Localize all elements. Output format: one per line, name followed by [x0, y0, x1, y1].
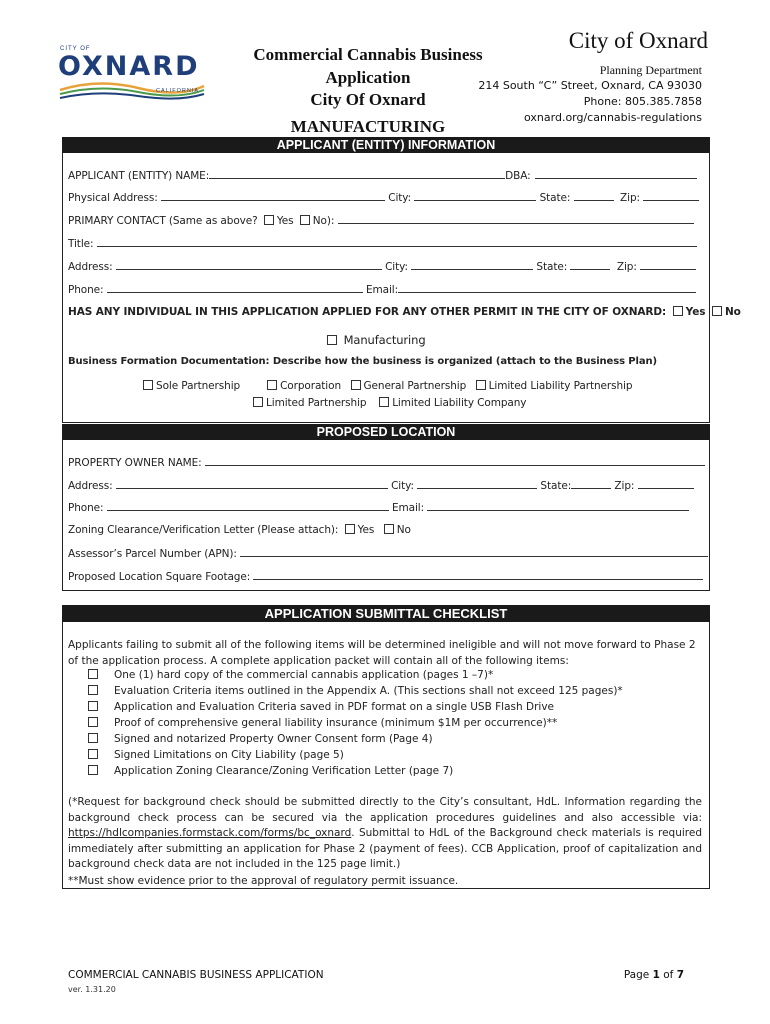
checklist-intro: Applicants failing to submit all of the following items will be determined ineligible and will not move forward to Phase 2 of the application process. A complete application packet will contain all of the following items: [68, 639, 696, 667]
apn-label: Assessor’s Parcel Number (APN): [68, 548, 237, 560]
checklist-item [88, 685, 623, 697]
contact-address-label: Address: [68, 261, 113, 273]
location-city-field[interactable] [417, 479, 537, 489]
regulatory-permit-note: **Must show evidence prior to the approval of regulatory permit issuance. [68, 875, 459, 887]
city-label: City: [388, 192, 412, 204]
logo-city-of: CITY OF [60, 46, 91, 52]
state-field[interactable] [574, 191, 614, 201]
entity-name-row [68, 169, 702, 182]
contact-email-label: Email: [365, 284, 399, 296]
department-info [478, 62, 702, 126]
title-label: Title: [68, 238, 94, 250]
manufacturing-row [324, 333, 524, 347]
checklist-item-label: Application Zoning Clearance/Zoning Verification Letter (page 7) [114, 765, 454, 777]
location-state-label: State: [540, 480, 572, 492]
department-phone: Phone: 805.385.7858 [583, 95, 702, 108]
checklist-item-label: Proof of comprehensive general liability insurance (minimum $1M per occurrence)** [114, 717, 558, 729]
contact-state-label: State: [536, 261, 568, 273]
location-zip-label: Zip: [614, 480, 635, 492]
page-number [624, 969, 684, 981]
department-website: oxnard.org/cannabis-regulations [524, 111, 702, 124]
location-phone-field[interactable] [107, 501, 389, 511]
location-address-label: Address: [68, 480, 113, 492]
sole-partnership-checkbox[interactable] [143, 380, 153, 390]
other-permit-yes-label: Yes [685, 306, 706, 318]
other-permit-no-checkbox[interactable] [712, 306, 722, 316]
contact-address-row [68, 260, 702, 273]
entity-name-field[interactable] [209, 169, 505, 179]
location-address-field[interactable] [116, 479, 388, 489]
title-line-3: City Of Oxnard [310, 90, 426, 109]
limited-liability-company-checkbox[interactable] [379, 397, 389, 407]
checklist-item-checkbox[interactable] [88, 749, 98, 759]
checklist-item-label: Application and Evaluation Criteria saved in PDF format on a single USB Flash Drive [114, 701, 554, 713]
location-phone-row [68, 501, 702, 514]
contact-phone-field[interactable] [107, 283, 363, 293]
formation-options-row-1 [140, 380, 640, 392]
checklist-item [88, 749, 344, 761]
zoning-no-checkbox[interactable] [384, 524, 394, 534]
limited-liability-company-label: Limited Liability Company [392, 397, 527, 409]
page-label: Page [623, 969, 653, 981]
primary-contact-field[interactable] [338, 214, 694, 224]
checklist-item-checkbox[interactable] [88, 685, 98, 695]
other-permit-question: HAS ANY INDIVIDUAL IN THIS APPLICATION APPLIED FOR ANY OTHER PERMIT IN THE CITY OF OXNARD: [68, 306, 667, 318]
checklist-item-label: Signed Limitations on City Liability (page 5) [114, 749, 344, 761]
checklist-item [88, 669, 493, 681]
logo-oxnard-text: OXNARD [58, 51, 200, 82]
location-zip-field[interactable] [638, 479, 694, 489]
footer-title: COMMERCIAL CANNABIS BUSINESS APPLICATION [68, 969, 324, 981]
background-check-note [68, 795, 702, 873]
zip-field[interactable] [643, 191, 699, 201]
zip-label: Zip: [620, 192, 640, 204]
checklist-item-checkbox[interactable] [88, 717, 98, 727]
physical-address-field[interactable] [161, 191, 385, 201]
physical-address-label: Physical Address: [68, 192, 158, 204]
location-state-field[interactable] [571, 479, 611, 489]
limited-liability-partnership-checkbox[interactable] [476, 380, 486, 390]
city-name: City of Oxnard [568, 28, 708, 53]
logo-california: CALIFORNIA [156, 88, 200, 94]
checklist-item [88, 717, 557, 729]
checklist-item [88, 733, 433, 745]
footer-version: ver. 1.31.20 [68, 985, 116, 994]
limited-partnership-checkbox[interactable] [253, 397, 263, 407]
checklist-item [88, 701, 554, 713]
physical-address-row [68, 191, 702, 204]
apn-field[interactable] [240, 547, 708, 557]
page-current: 1 [652, 969, 660, 981]
contact-city-field[interactable] [411, 260, 533, 270]
background-check-note-text: (*Request for background check should be submitted directly to the City’s consultant, HdL. Information regarding the background check process can be secured via the application procedures guidelines and also accessible via: [68, 796, 702, 824]
document-title [238, 44, 498, 138]
other-permit-no-label: No [724, 306, 741, 318]
state-label: State: [539, 192, 571, 204]
sqft-row [68, 570, 702, 583]
title-field[interactable] [97, 237, 697, 247]
location-city-label: City: [391, 480, 414, 492]
primary-contact-row [68, 214, 702, 227]
zoning-row [68, 524, 702, 536]
checklist-item-checkbox[interactable] [88, 733, 98, 743]
checklist-item-checkbox[interactable] [88, 765, 98, 775]
manufacturing-label: Manufacturing [343, 333, 426, 347]
title-line-1: Commercial Cannabis Business [253, 45, 483, 64]
corporation-checkbox[interactable] [267, 380, 277, 390]
location-address-row [68, 479, 702, 492]
owner-name-label: PROPERTY OWNER NAME: [68, 457, 202, 469]
title-line-2: Application [325, 67, 411, 87]
department-address: 214 South “C” Street, Oxnard, CA 93030 [478, 79, 702, 92]
checklist-item-label: Evaluation Criteria items outlined in the Appendix A. (This sections shall not exceed 125 pages)* [114, 685, 623, 697]
zoning-yes-label: Yes [357, 524, 375, 536]
checklist-item-checkbox[interactable] [88, 669, 98, 679]
other-permit-row [68, 306, 741, 318]
contact-zip-field[interactable] [640, 260, 696, 270]
general-partnership-checkbox[interactable] [351, 380, 361, 390]
contact-state-field[interactable] [570, 260, 610, 270]
location-section-header: PROPOSED LOCATION [62, 424, 710, 440]
dba-label: DBA: [505, 170, 531, 182]
checklist-section-header: APPLICATION SUBMITTAL CHECKLIST [62, 605, 710, 622]
corporation-label: Corporation [280, 380, 342, 392]
location-email-field[interactable] [427, 501, 689, 511]
primary-contact-no-label: No): [312, 215, 335, 227]
contact-email-field[interactable] [398, 283, 696, 293]
hdl-background-check-link[interactable]: https://hdlcompanies.formstack.com/forms/bc_oxnard [68, 827, 352, 839]
location-email-label: Email: [391, 502, 425, 514]
checklist-item-label: Signed and notarized Property Owner Consent form (Page 4) [114, 733, 433, 745]
limited-partnership-label: Limited Partnership [266, 397, 367, 409]
primary-contact-yes-label: Yes [276, 215, 294, 227]
applicant-section-header: APPLICANT (ENTITY) INFORMATION [62, 137, 710, 153]
dba-field[interactable] [535, 169, 697, 179]
background-check-note-text-2: . Submittal to HdL of the Background check materials is required immediately after submitting an application for Phase 2 (payment of fees). CCB Application, proof of capitalization and background check data are not included in the 125 page limit.) [68, 827, 702, 870]
sole-partnership-label: Sole Partnership [156, 380, 241, 392]
contact-phone-label: Phone: [68, 284, 104, 296]
limited-liability-partnership-label: Limited Liability Partnership [488, 380, 633, 392]
zoning-no-label: No [396, 524, 411, 536]
contact-city-label: City: [385, 261, 408, 273]
primary-contact-label: PRIMARY CONTACT (Same as above? [68, 215, 258, 227]
sqft-field[interactable] [253, 570, 703, 580]
formation-options-row-2 [250, 397, 550, 409]
department-name: Planning Department [599, 63, 702, 77]
owner-name-row [68, 456, 702, 469]
city-field[interactable] [414, 191, 536, 201]
title-line-4: MANUFACTURING [290, 116, 446, 136]
page-total: 7 [676, 969, 684, 981]
primary-contact-yes-checkbox[interactable] [264, 215, 274, 225]
business-formation-label: Business Formation Documentation: Describe how the business is organized (attach to the Business Plan) [68, 356, 658, 367]
location-phone-label: Phone: [68, 502, 104, 514]
page-of: of [659, 969, 677, 981]
other-permit-yes-checkbox[interactable] [673, 306, 683, 316]
checklist-item-label: One (1) hard copy of the commercial cannabis application (pages 1 –7)* [114, 669, 494, 681]
contact-zip-label: Zip: [616, 261, 637, 273]
oxnard-logo [58, 46, 206, 102]
entity-name-label: APPLICANT (ENTITY) NAME: [68, 170, 210, 182]
title-row [68, 237, 702, 250]
contact-address-field[interactable] [116, 260, 382, 270]
manufacturing-checkbox[interactable] [327, 335, 337, 345]
general-partnership-label: General Partnership [363, 380, 467, 392]
checklist-item-checkbox[interactable] [88, 701, 98, 711]
zoning-label: Zoning Clearance/Verification Letter (Please attach): [68, 524, 339, 536]
apn-row [68, 547, 702, 560]
zoning-yes-checkbox[interactable] [345, 524, 355, 534]
owner-name-field[interactable] [205, 456, 705, 466]
checklist-item [88, 765, 453, 777]
sqft-label: Proposed Location Square Footage: [68, 571, 251, 583]
primary-contact-no-checkbox[interactable] [300, 215, 310, 225]
contact-phone-row [68, 283, 702, 296]
